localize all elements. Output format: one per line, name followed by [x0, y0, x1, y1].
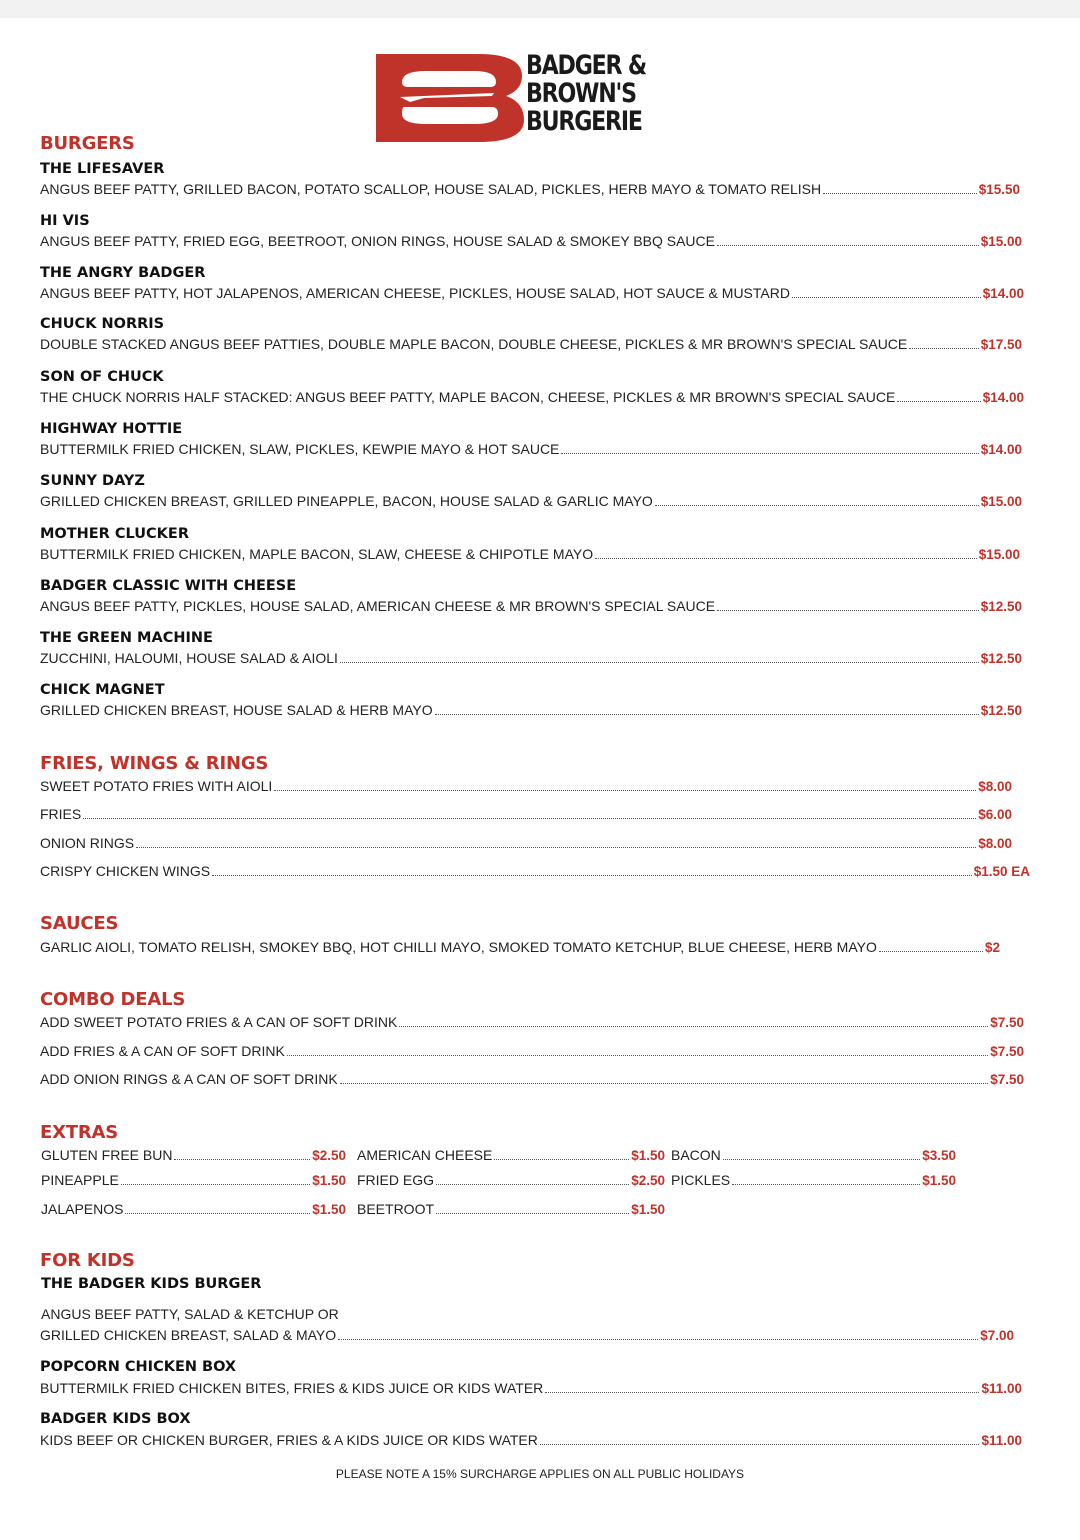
menu-row — [41, 1201, 346, 1219]
item-price: $14.00 — [982, 390, 1024, 405]
item-desc: JALAPENOS — [41, 1201, 124, 1217]
item-name: THE ANGRY BADGER — [40, 265, 206, 281]
dot-leader — [717, 599, 979, 611]
menu-row — [41, 1172, 346, 1190]
dot-leader — [879, 940, 983, 952]
item-price: $17.50 — [980, 337, 1022, 352]
item-desc: PICKLES — [671, 1172, 731, 1188]
dot-leader — [732, 1173, 920, 1185]
item-name: HIGHWAY HOTTIE — [40, 421, 183, 437]
item-price: $12.50 — [980, 651, 1022, 666]
item-price: $1.50 — [631, 1148, 665, 1163]
item-desc: GARLIC AIOLI, TOMATO RELISH, SMOKEY BBQ, HOT CHILLI MAYO, SMOKED TOMATO KETCHUP, BLUE CHEESE, HERB MAYO — [40, 939, 877, 955]
item-price: $1.50 — [312, 1202, 346, 1217]
menu-row — [40, 441, 1022, 459]
menu-row — [40, 1014, 1024, 1032]
item-desc: BUTTERMILK FRIED CHICKEN BITES, FRIES & KIDS JUICE OR KIDS WATER — [40, 1380, 544, 1396]
dot-leader — [274, 779, 976, 791]
item-name: THE LIFESAVER — [40, 161, 165, 177]
item-price: $14.00 — [982, 286, 1024, 301]
section-title-burgers: BURGERS — [40, 133, 135, 154]
item-desc: GLUTEN FREE BUN — [41, 1147, 173, 1163]
dot-leader — [125, 1202, 310, 1214]
item-price: $3.50 — [922, 1148, 956, 1163]
menu-row — [40, 546, 1020, 564]
menu-row — [40, 778, 1012, 796]
menu-row — [671, 1147, 956, 1165]
menu-row — [40, 598, 1022, 616]
menu-row — [40, 336, 1022, 354]
menu-row — [40, 181, 1020, 199]
dot-leader — [121, 1173, 310, 1185]
item-price: $12.50 — [980, 599, 1022, 614]
item-name: SUNNY DAYZ — [40, 473, 145, 489]
item-desc: DOUBLE STACKED ANGUS BEEF PATTIES, DOUBLE MAPLE BACON, DOUBLE CHEESE, PICKLES & MR BROWN'S SPECIAL SAUCE — [40, 336, 908, 352]
item-price: $1.50 — [312, 1173, 346, 1188]
dot-leader — [494, 1148, 629, 1160]
item-price: $15.00 — [978, 547, 1020, 562]
item-price: $11.00 — [981, 1433, 1022, 1448]
menu-row — [41, 1147, 346, 1165]
dot-leader — [435, 703, 979, 715]
menu-row — [40, 806, 1012, 824]
dot-leader — [655, 494, 979, 506]
item-desc: ANGUS BEEF PATTY, FRIED EGG, BEETROOT, ONION RINGS, HOUSE SALAD & SMOKEY BBQ SAUCE — [40, 233, 715, 249]
menu-row — [40, 1380, 1022, 1398]
item-name: BADGER KIDS BOX — [40, 1411, 191, 1427]
dot-leader — [897, 390, 980, 402]
dot-leader — [595, 547, 977, 559]
item-desc: SWEET POTATO FRIES WITH AIOLI — [40, 778, 273, 794]
item-desc: BUTTERMILK FRIED CHICKEN, SLAW, PICKLES, KEWPIE MAYO & HOT SAUCE — [40, 441, 560, 457]
item-desc: PINEAPPLE — [41, 1172, 119, 1188]
item-desc: GRILLED CHICKEN BREAST, SALAD & MAYO — [40, 1327, 337, 1343]
item-desc: ADD FRIES & A CAN OF SOFT DRINK — [40, 1043, 285, 1059]
menu-row — [40, 389, 1024, 407]
item-name: HI VIS — [40, 213, 90, 229]
section-title-fries: FRIES, WINGS & RINGS — [40, 753, 269, 774]
item-name: BADGER CLASSIC WITH CHEESE — [40, 578, 297, 594]
menu-row — [40, 1327, 1014, 1345]
item-price: $1.50 — [631, 1202, 665, 1217]
item-desc: BACON — [671, 1147, 721, 1163]
menu-row — [357, 1201, 665, 1219]
dot-leader — [212, 864, 972, 876]
item-price: $2 — [984, 940, 1000, 955]
dot-leader — [399, 1015, 988, 1027]
dot-leader — [436, 1173, 629, 1185]
menu-row — [40, 650, 1022, 668]
item-name: POPCORN CHICKEN BOX — [40, 1359, 237, 1375]
item-name: MOTHER CLUCKER — [40, 526, 189, 542]
item-price: $11.00 — [981, 1381, 1022, 1396]
item-price: $15.00 — [980, 494, 1022, 509]
menu-row — [357, 1172, 665, 1190]
item-price: $1.50 EA — [973, 864, 1030, 879]
item-desc: AMERICAN CHEESE — [357, 1147, 493, 1163]
dot-leader — [287, 1044, 988, 1056]
top-bar — [0, 0, 1080, 18]
item-desc: CRISPY CHICKEN WINGS — [40, 863, 211, 879]
item-price: $15.00 — [980, 234, 1022, 249]
dot-leader — [83, 807, 976, 819]
item-desc: GRILLED CHICKEN BREAST, HOUSE SALAD & HERB MAYO — [40, 702, 433, 718]
menu-row — [40, 1432, 1022, 1450]
item-desc: ONION RINGS — [40, 835, 135, 851]
item-desc: THE CHUCK NORRIS HALF STACKED: ANGUS BEEF PATTY, MAPLE BACON, CHEESE, PICKLES & MR BROWN'S SPECIAL SAUCE — [40, 389, 896, 405]
dot-leader — [436, 1202, 629, 1214]
dot-leader — [136, 836, 976, 848]
item-name: CHICK MAGNET — [40, 682, 165, 698]
item-name: CHUCK NORRIS — [40, 316, 165, 332]
brand-line-3: BURGERIE — [526, 106, 642, 137]
section-title-combos: COMBO DEALS — [40, 989, 186, 1010]
dot-leader — [174, 1148, 310, 1160]
menu-row — [40, 285, 1024, 303]
dot-leader — [338, 1328, 978, 1340]
item-name: THE GREEN MACHINE — [40, 630, 213, 646]
item-price: $1.50 — [922, 1173, 956, 1188]
section-title-extras: EXTRAS — [40, 1122, 119, 1143]
item-price: $12.50 — [980, 703, 1022, 718]
item-desc: ANGUS BEEF PATTY, PICKLES, HOUSE SALAD, AMERICAN CHEESE & MR BROWN'S SPECIAL SAUCE — [40, 598, 716, 614]
item-price: $7.50 — [990, 1015, 1024, 1030]
brand-name — [526, 52, 686, 136]
menu-row — [671, 1172, 956, 1190]
dot-leader — [545, 1381, 979, 1393]
item-desc: BUTTERMILK FRIED CHICKEN, MAPLE BACON, SLAW, CHEESE & CHIPOTLE MAYO — [40, 546, 594, 562]
menu-row — [357, 1147, 665, 1165]
menu-row — [40, 233, 1022, 251]
item-name: SON OF CHUCK — [40, 369, 164, 385]
item-price: $6.00 — [978, 807, 1012, 822]
item-desc: ADD ONION RINGS & A CAN OF SOFT DRINK — [40, 1071, 338, 1087]
dot-leader — [340, 651, 979, 663]
surcharge-note: PLEASE NOTE A 15% SURCHARGE APPLIES ON ALL PUBLIC HOLIDAYS — [335, 1467, 745, 1481]
item-price: $14.00 — [980, 442, 1022, 457]
item-price: $8.00 — [978, 836, 1012, 851]
item-desc: BEETROOT — [357, 1201, 435, 1217]
dot-leader — [717, 234, 979, 246]
item-desc: ANGUS BEEF PATTY, GRILLED BACON, POTATO SCALLOP, HOUSE SALAD, PICKLES, HERB MAYO & TOMATO RELISH — [40, 181, 822, 197]
item-price: $7.00 — [980, 1328, 1014, 1343]
dot-leader — [723, 1148, 920, 1160]
menu-row — [40, 702, 1022, 720]
section-title-sauces: SAUCES — [40, 913, 119, 934]
menu-row — [40, 835, 1012, 853]
brand-line-2: BROWN'S — [526, 78, 636, 109]
menu-row — [40, 939, 1000, 957]
item-desc: ZUCCHINI, HALOUMI, HOUSE SALAD & AIOLI — [40, 650, 338, 666]
section-title-kids: FOR KIDS — [40, 1250, 135, 1271]
menu-row — [40, 1043, 1024, 1061]
menu-row — [40, 1071, 1024, 1089]
item-desc: ADD SWEET POTATO FRIES & A CAN OF SOFT DRINK — [40, 1014, 398, 1030]
item-desc: ANGUS BEEF PATTY, SALAD & KETCHUP OR — [41, 1306, 339, 1322]
brand-line-1: BADGER & — [526, 50, 646, 81]
item-price: $7.50 — [990, 1072, 1024, 1087]
dot-leader — [823, 182, 977, 194]
menu-row — [40, 493, 1022, 511]
item-desc: FRIED EGG — [357, 1172, 435, 1188]
item-desc: ANGUS BEEF PATTY, HOT JALAPENOS, AMERICAN CHEESE, PICKLES, HOUSE SALAD, HOT SAUCE & MUSTARD — [40, 285, 790, 301]
item-price: $15.50 — [978, 182, 1020, 197]
item-name: THE BADGER KIDS BURGER — [41, 1276, 262, 1292]
dot-leader — [792, 286, 981, 298]
dot-leader — [561, 442, 978, 454]
item-desc: KIDS BEEF OR CHICKEN BURGER, FRIES & A KIDS JUICE OR KIDS WATER — [40, 1432, 538, 1448]
dot-leader — [540, 1433, 980, 1445]
dot-leader — [340, 1072, 989, 1084]
menu-row — [40, 863, 1030, 881]
item-price: $2.50 — [312, 1148, 346, 1163]
item-price: $8.00 — [978, 779, 1012, 794]
item-price: $7.50 — [990, 1044, 1024, 1059]
item-desc: FRIES — [40, 806, 82, 822]
item-desc: GRILLED CHICKEN BREAST, GRILLED PINEAPPLE, BACON, HOUSE SALAD & GARLIC MAYO — [40, 493, 653, 509]
dot-leader — [909, 337, 978, 349]
item-price: $2.50 — [631, 1173, 665, 1188]
